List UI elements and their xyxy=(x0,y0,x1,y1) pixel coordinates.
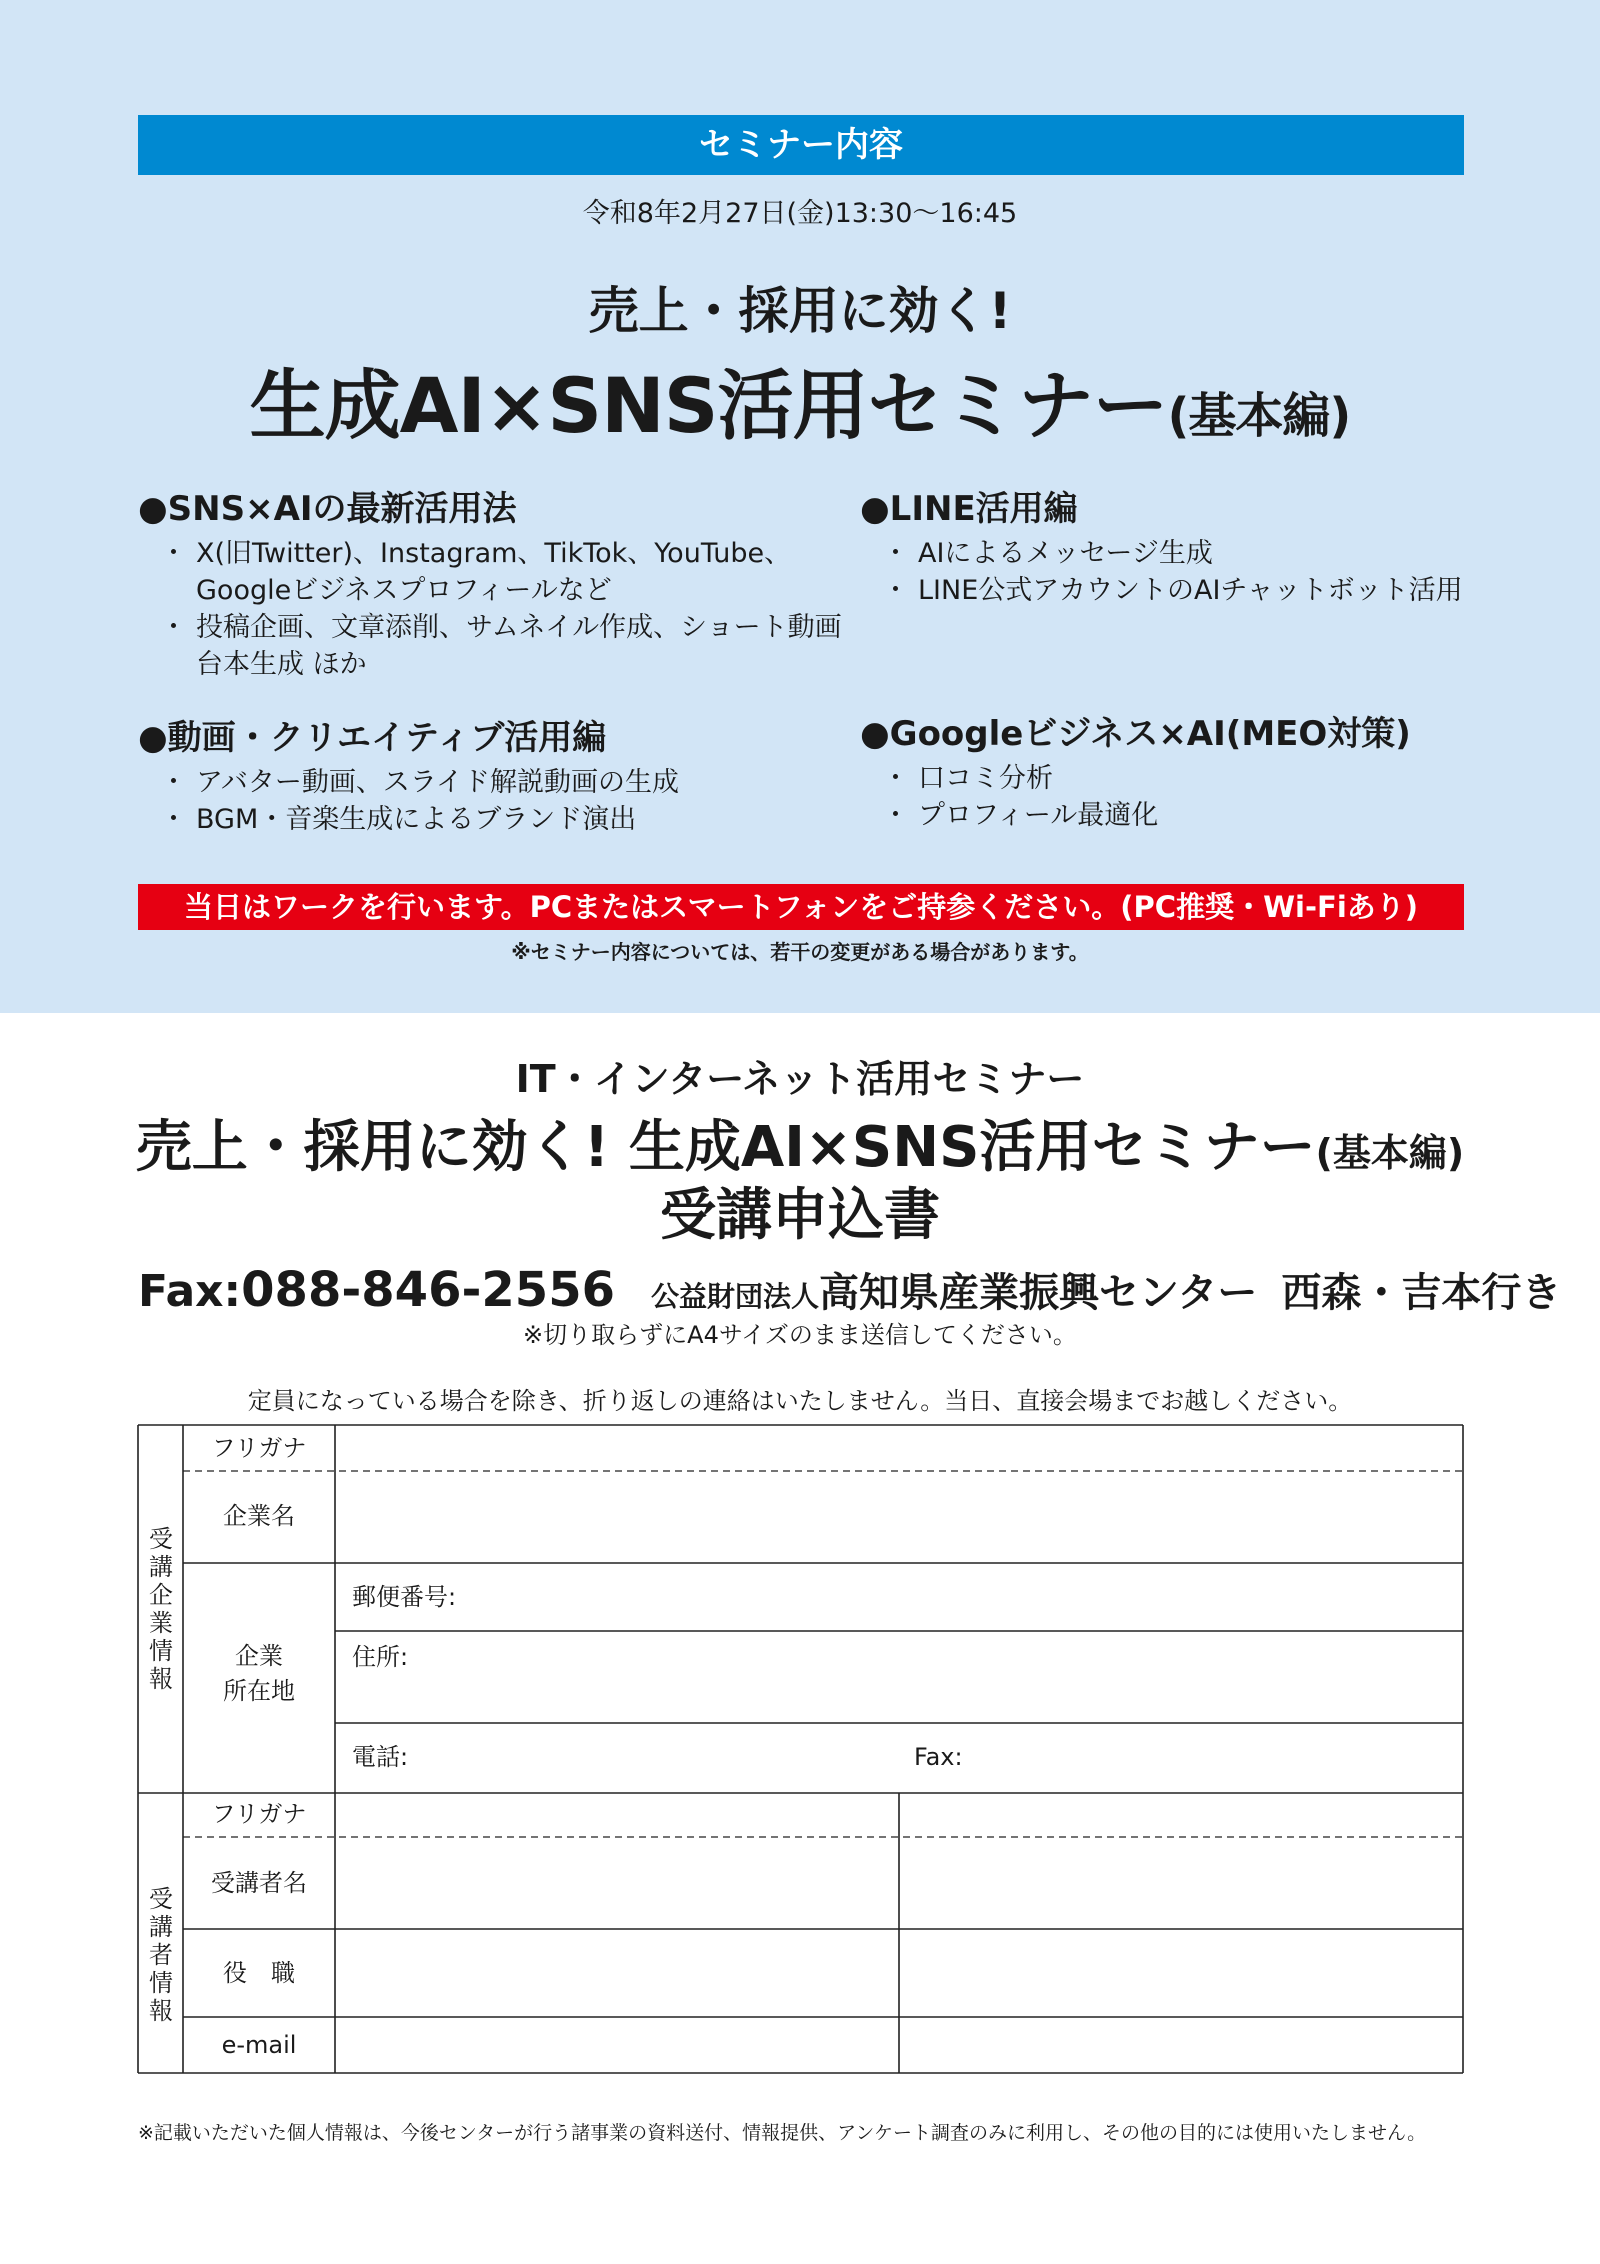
list-item: ・ 投稿企画、文章添削、サムネイル作成、ショート動画 xyxy=(138,609,842,646)
list-item: Googleビジネスプロフィールなど xyxy=(196,575,612,606)
form-title-main: 売上・採用に効く! 生成AI×SNS活用セミナー xyxy=(135,1115,1316,1180)
company-location-label-2: 所在地 xyxy=(223,1677,295,1705)
list-item: ・ BGM・音楽生成によるブランド演出 xyxy=(138,801,679,838)
list-item: ・ プロフィール最適化 xyxy=(860,797,1411,834)
attendee-name-label: 受講者名 xyxy=(211,1869,307,1897)
fax-number: 088-846-2556 xyxy=(241,1262,615,1318)
form-heading-title xyxy=(0,1112,1600,1189)
list-item: ・ 口コミ分析 xyxy=(860,760,1411,797)
seminar-title-main: 生成AI×SNS活用セミナー xyxy=(249,361,1168,450)
section-heading: ●動画・クリエイティブ活用編 xyxy=(138,718,607,758)
section-heading: ●SNS×AIの最新活用法 xyxy=(138,489,517,529)
seminar-content-band: セミナー内容 xyxy=(138,115,1464,175)
postal-code-field[interactable]: 郵便番号: xyxy=(352,1583,457,1611)
list-item: 台本生成 ほか xyxy=(196,649,367,680)
section-sns-ai xyxy=(138,487,842,683)
company-furigana-label: フリガナ xyxy=(211,1434,307,1462)
form-title-sub: (基本編) xyxy=(1315,1131,1465,1175)
org-name: 高知県産業振興センター xyxy=(819,1270,1258,1316)
seminar-date: 令和8年2月27日(金)13:30〜16:45 xyxy=(582,198,1018,229)
company-location-label-1: 企業 xyxy=(235,1642,283,1670)
list-item: ・ AIによるメッセージ生成 xyxy=(860,535,1463,572)
email-label: e-mail xyxy=(221,2031,297,2059)
recipients: 西森・吉本行き xyxy=(1281,1270,1562,1316)
list-item: ・ X(旧Twitter)、Instagram、TikTok、YouTube、 xyxy=(138,535,842,572)
company-name-label: 企業名 xyxy=(223,1502,295,1530)
list-item: ・ アバター動画、スライド解説動画の生成 xyxy=(138,764,679,801)
section-heading: ●Googleビジネス×AI(MEO対策) xyxy=(860,714,1411,754)
company-group-label: 受 講 企 業 情 報 xyxy=(149,1525,173,1693)
content-change-note: ※セミナー内容については、若干の変更がある場合があります。 xyxy=(511,940,1089,964)
section-heading: ●LINE活用編 xyxy=(860,489,1078,529)
a4-note: ※切り取らずにA4サイズのまま送信してください。 xyxy=(523,1321,1077,1349)
bring-pc-notice: 当日はワークを行います。PCまたはスマートフォンをご持参ください。(PC推奨・Wi-Fiあり) xyxy=(138,884,1464,930)
seminar-title-line2 xyxy=(0,356,1600,466)
seminar-title-line1: 売上・採用に効く! xyxy=(588,282,1012,340)
attendee-furigana-label: フリガナ xyxy=(211,1800,307,1828)
position-label: 役 職 xyxy=(223,1959,295,1987)
org-prefix: 公益財団法人 xyxy=(650,1280,819,1313)
section-video-creative xyxy=(138,716,679,838)
contact-note: 定員になっている場合を除き、折り返しの連絡はいたしません。当日、直接会場までお越しください。 xyxy=(247,1387,1353,1415)
address-field[interactable]: 住所: xyxy=(352,1643,409,1671)
fax-field[interactable]: Fax: xyxy=(914,1743,963,1771)
seminar-info-panel xyxy=(0,0,1600,1013)
section-google-business xyxy=(860,712,1411,834)
fax-label: Fax: xyxy=(138,1266,242,1317)
form-heading-category: IT・インターネット活用セミナー xyxy=(515,1057,1085,1101)
form-heading-application: 受講申込書 xyxy=(660,1183,940,1248)
phone-field[interactable]: 電話: xyxy=(352,1743,409,1771)
seminar-title-sub: (基本編) xyxy=(1167,388,1351,444)
privacy-note: ※記載いただいた個人情報は、今後センターが行う諸事業の資料送付、情報提供、アンケート調査のみに利用し、その他の目的には使用いたしません。 xyxy=(138,2122,1427,2144)
section-line xyxy=(860,487,1463,609)
attendee-group-label: 受 講 者 情 報 xyxy=(149,1885,173,2025)
list-item: ・ LINE公式アカウントのAIチャットボット活用 xyxy=(860,572,1463,609)
